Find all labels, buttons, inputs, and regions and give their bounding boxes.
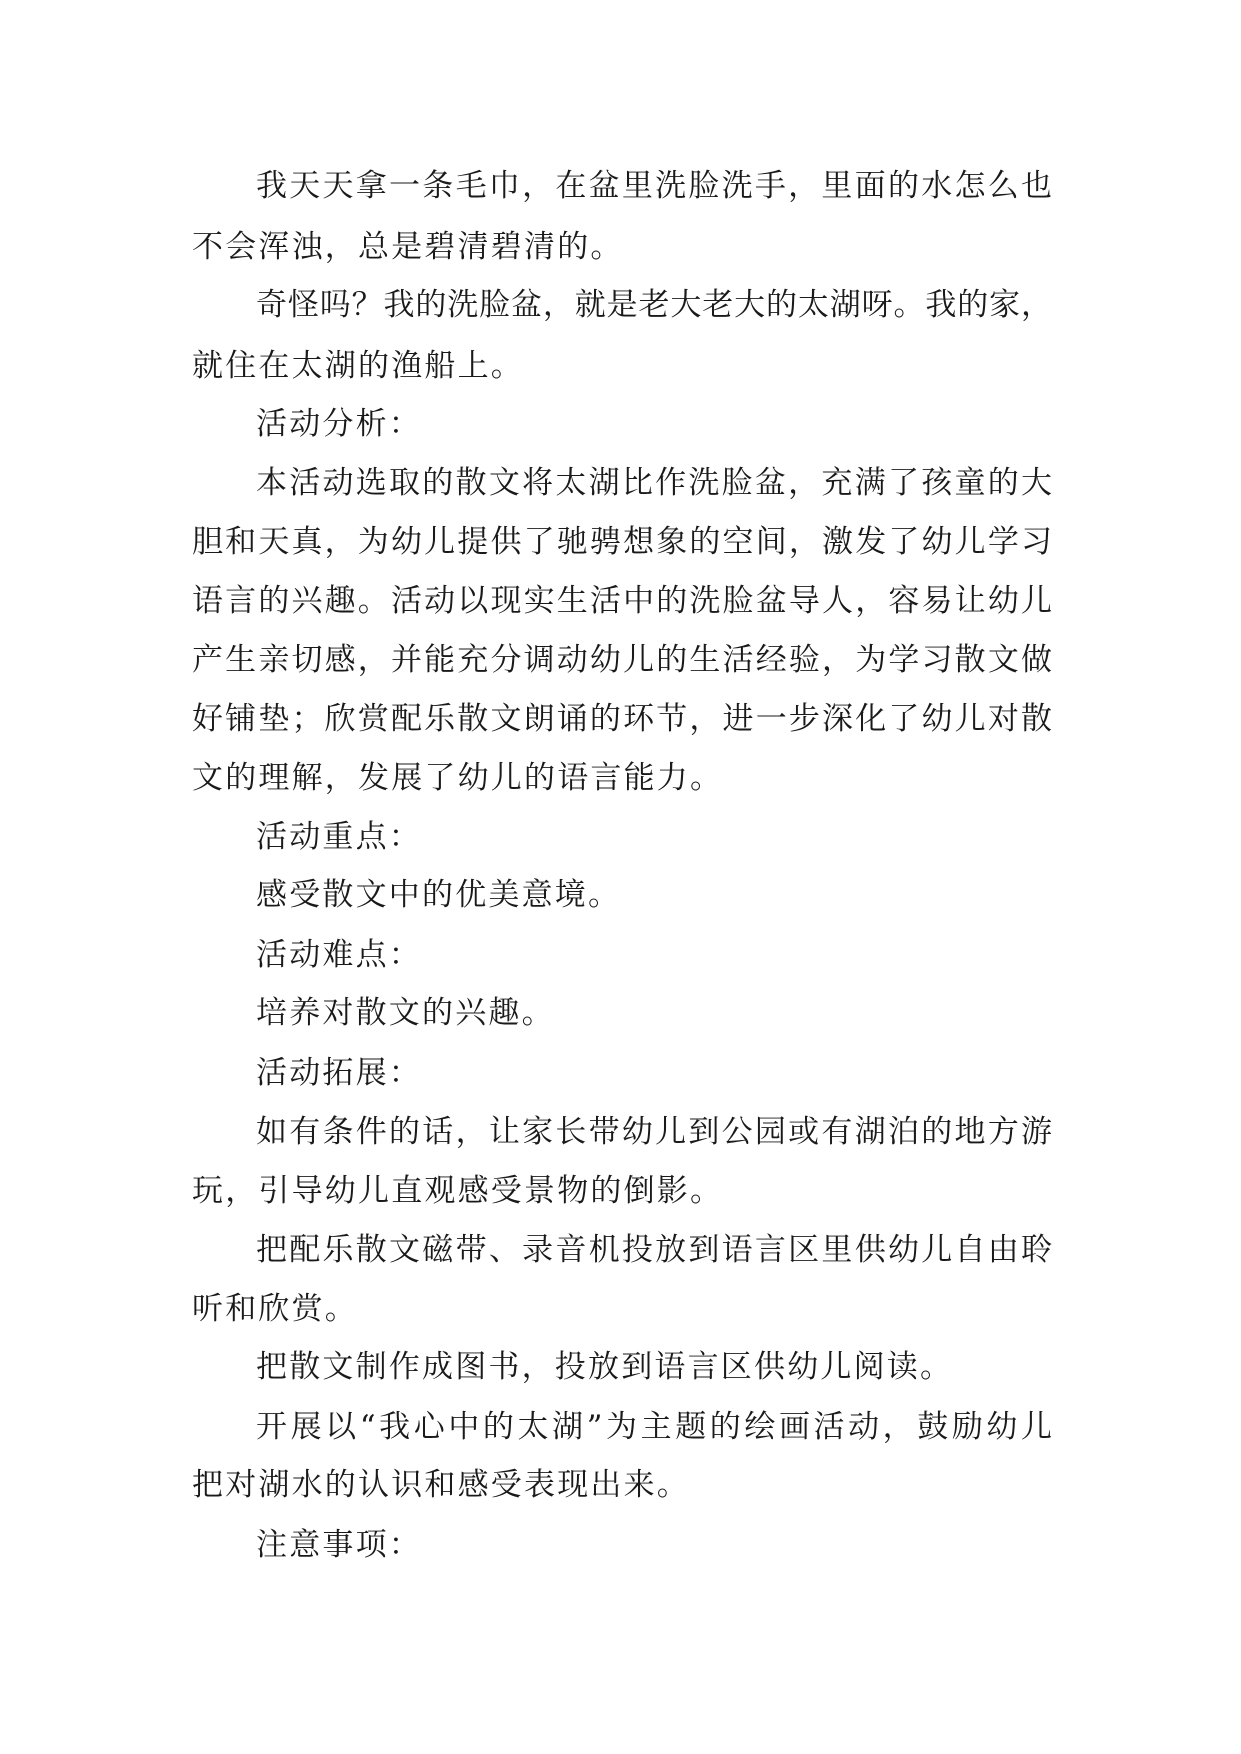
text-line: 听和欣赏。 [192, 1291, 358, 1327]
section-heading: 活动难点： [256, 937, 422, 973]
text-line: 把配乐散文磁带、录音机投放到语言区里供幼儿自由聆 [256, 1232, 1052, 1268]
text-line: 把散文制作成图书，投放到语言区供幼儿阅读。 [256, 1349, 954, 1385]
text-line: 玩，引导幼儿直观感受景物的倒影。 [192, 1173, 724, 1209]
text-line: 胆和天真，为幼儿提供了驰骋想象的空间，激发了幼儿学习 [192, 524, 1052, 560]
text-line: 本活动选取的散文将太湖比作洗脸盆，充满了孩童的大 [256, 465, 1052, 501]
text-line: 不会浑浊，总是碧清碧清的。 [192, 229, 624, 265]
section-heading: 活动重点： [256, 819, 422, 855]
section-heading: 活动拓展： [256, 1055, 422, 1091]
text-line: 产生亲切感，并能充分调动幼儿的生活经验，为学习散文做 [192, 642, 1052, 678]
text-line: 如有条件的话，让家长带幼儿到公园或有湖泊的地方游 [256, 1114, 1052, 1150]
section-heading: 注意事项： [256, 1527, 422, 1563]
text-line: 奇怪吗？我的洗脸盆，就是老大老大的太湖呀。我的家， [256, 287, 1052, 323]
text-line: 把对湖水的认识和感受表现出来。 [192, 1467, 690, 1503]
text-line: 培养对散文的兴趣。 [256, 995, 555, 1031]
text-line: 开展以“我心中的太湖”为主题的绘画活动，鼓励幼儿 [256, 1409, 1052, 1445]
text-line: 感受散文中的优美意境。 [256, 877, 622, 913]
text-line: 我天天拿一条毛巾，在盆里洗脸洗手，里面的水怎么也 [256, 168, 1052, 204]
text-line: 文的理解，发展了幼儿的语言能力。 [192, 760, 724, 796]
section-heading: 活动分析： [256, 406, 422, 442]
text-line: 好铺垫；欣赏配乐散文朗诵的环节，进一步深化了幼儿对散 [192, 701, 1052, 737]
text-line: 就住在太湖的渔船上。 [192, 348, 524, 384]
text-line: 语言的兴趣。活动以现实生活中的洗脸盆导人，容易让幼儿 [192, 583, 1052, 619]
